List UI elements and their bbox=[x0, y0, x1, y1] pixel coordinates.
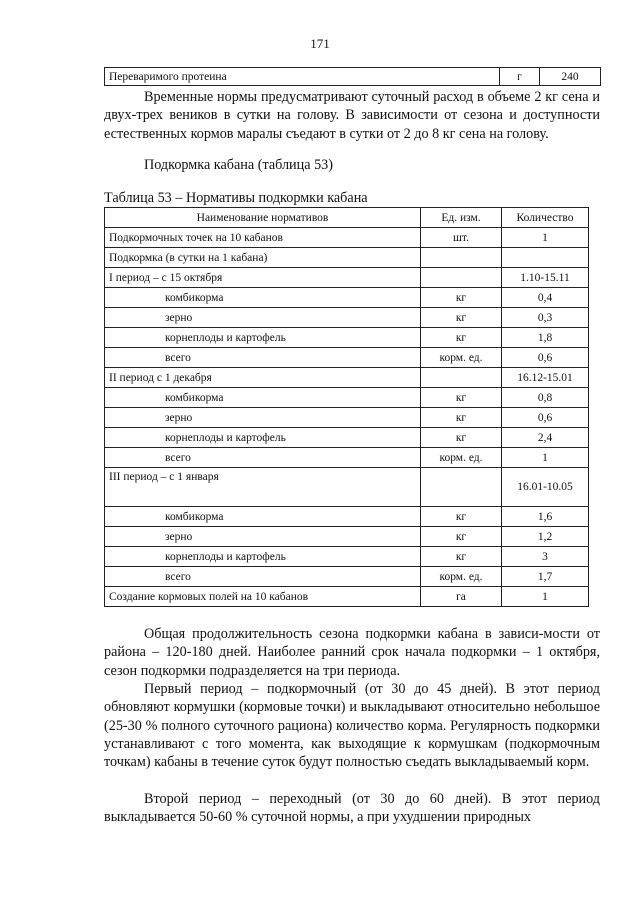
row-unit: кг bbox=[421, 547, 502, 567]
page-number: 171 bbox=[310, 36, 330, 51]
row-value: 1 bbox=[502, 448, 589, 468]
row-value: 0,6 bbox=[502, 408, 589, 428]
row-name: всего bbox=[105, 567, 421, 587]
row-name: Подкормочных точек на 10 кабанов bbox=[105, 228, 421, 248]
row-unit: корм. ед. bbox=[421, 567, 502, 587]
table-row bbox=[105, 408, 589, 428]
column-header: Ед. изм. bbox=[421, 208, 502, 228]
row-name: зерно bbox=[105, 308, 421, 328]
row-name: I период – с 15 октября bbox=[105, 268, 421, 288]
row-name: Создание кормовых полей на 10 кабанов bbox=[105, 587, 421, 607]
table-row bbox=[105, 328, 589, 348]
table-row bbox=[105, 428, 589, 448]
table-row bbox=[105, 547, 589, 567]
row-unit: корм. ед. bbox=[421, 448, 502, 468]
table-row bbox=[105, 448, 589, 468]
carryover-table bbox=[104, 67, 601, 86]
row-unit: кг bbox=[421, 308, 502, 328]
row-name: корнеплоды и картофель bbox=[105, 328, 421, 348]
row-value: 3 bbox=[502, 547, 589, 567]
row-unit: кг bbox=[421, 527, 502, 547]
row-value: 0,6 bbox=[502, 348, 589, 368]
boar-feeding-norms-table bbox=[104, 207, 589, 607]
row-name: комбикорма bbox=[105, 388, 421, 408]
paragraph-deer-norms: Временные нормы предусматривают суточный расход в объеме 2 кг сена и двух-трех веников в сутки на голову. В зависимости от сезона и доступности естественных кормов маралы съедают в сутки от 2 до 8 кг сена на голову. bbox=[104, 89, 600, 142]
paragraph-first-period: Первый период – подкормочный (от 30 до 45 дней). В этот период обновляют кормушки (кормовые точки) и выкладывают относительно небольшое (25-30 % полного суточного рациона) количество корма. Регулярность подкормки устанавливают с того момента, как выходящие к кормушкам (подкормочным точкам) кабаны в течение суток будут полностью съедать выкладываемый корм. bbox=[104, 681, 600, 771]
table-row bbox=[105, 288, 589, 308]
row-name: зерно bbox=[105, 408, 421, 428]
row-unit: кг bbox=[421, 507, 502, 527]
table-row bbox=[105, 468, 589, 507]
row-unit bbox=[421, 268, 502, 288]
row-value: 0,8 bbox=[502, 388, 589, 408]
column-header: Количество bbox=[502, 208, 589, 228]
table-row bbox=[105, 228, 589, 248]
row-value: 2,4 bbox=[502, 428, 589, 448]
row-name: всего bbox=[105, 348, 421, 368]
row-value: 1,7 bbox=[502, 567, 589, 587]
row-value: 16.12-15.01 bbox=[502, 368, 589, 388]
row-value: 1.10-15.11 bbox=[502, 268, 589, 288]
table-row bbox=[105, 368, 589, 388]
table-row bbox=[105, 587, 589, 607]
row-value: 1 bbox=[502, 228, 589, 248]
row-name: Подкормка (в сутки на 1 кабана) bbox=[105, 248, 421, 268]
row-value: 1,8 bbox=[502, 328, 589, 348]
row-unit: корм. ед. bbox=[421, 348, 502, 368]
row-value: 16.01-10.05 bbox=[502, 468, 589, 507]
row-value: 0,4 bbox=[502, 288, 589, 308]
table-header-row bbox=[105, 208, 589, 228]
row-value: 1,6 bbox=[502, 507, 589, 527]
row-name: Переваримого протеина bbox=[105, 68, 500, 86]
row-unit bbox=[421, 368, 502, 388]
row-unit bbox=[421, 468, 502, 507]
table-caption: Таблица 53 – Нормативы подкормки кабана bbox=[104, 190, 368, 206]
row-name: II период с 1 декабря bbox=[105, 368, 421, 388]
row-value: 1,2 bbox=[502, 527, 589, 547]
row-unit bbox=[421, 248, 502, 268]
row-unit: г bbox=[500, 68, 540, 86]
row-unit: кг bbox=[421, 328, 502, 348]
row-unit: шт. bbox=[421, 228, 502, 248]
row-name: комбикорма bbox=[105, 288, 421, 308]
row-name: комбикорма bbox=[105, 507, 421, 527]
row-name: III период – с 1 января bbox=[105, 468, 421, 507]
table-row bbox=[105, 567, 589, 587]
row-name: корнеплоды и картофель bbox=[105, 428, 421, 448]
table-row bbox=[105, 68, 601, 86]
row-name: корнеплоды и картофель bbox=[105, 547, 421, 567]
row-name: зерно bbox=[105, 527, 421, 547]
table-row bbox=[105, 268, 589, 288]
row-unit: га bbox=[421, 587, 502, 607]
table-row bbox=[105, 308, 589, 328]
paragraph-boar-intro: Подкормка кабана (таблица 53) bbox=[144, 157, 334, 173]
table-row bbox=[105, 507, 589, 527]
row-value bbox=[502, 248, 589, 268]
table-row bbox=[105, 388, 589, 408]
row-name: всего bbox=[105, 448, 421, 468]
table-row bbox=[105, 248, 589, 268]
paragraph-second-period: Второй период – переходный (от 30 до 60 дней). В этот период выкладывается 50-60 % суточной нормы, а при ухудшении природных bbox=[104, 791, 600, 826]
table-row bbox=[105, 527, 589, 547]
paragraph-season-duration: Общая продолжительность сезона подкормки кабана в зависи-мости от района – 120-180 дней. Наиболее ранний срок начала подкормки – 1 октября, сезон подкормки подразделяется на три периода. bbox=[104, 626, 600, 679]
row-unit: кг bbox=[421, 408, 502, 428]
row-value: 240 bbox=[540, 68, 601, 86]
row-unit: кг bbox=[421, 288, 502, 308]
row-value: 0,3 bbox=[502, 308, 589, 328]
row-unit: кг bbox=[421, 428, 502, 448]
table-row bbox=[105, 348, 589, 368]
row-value: 1 bbox=[502, 587, 589, 607]
row-unit: кг bbox=[421, 388, 502, 408]
column-header: Наименование нормативов bbox=[105, 208, 421, 228]
